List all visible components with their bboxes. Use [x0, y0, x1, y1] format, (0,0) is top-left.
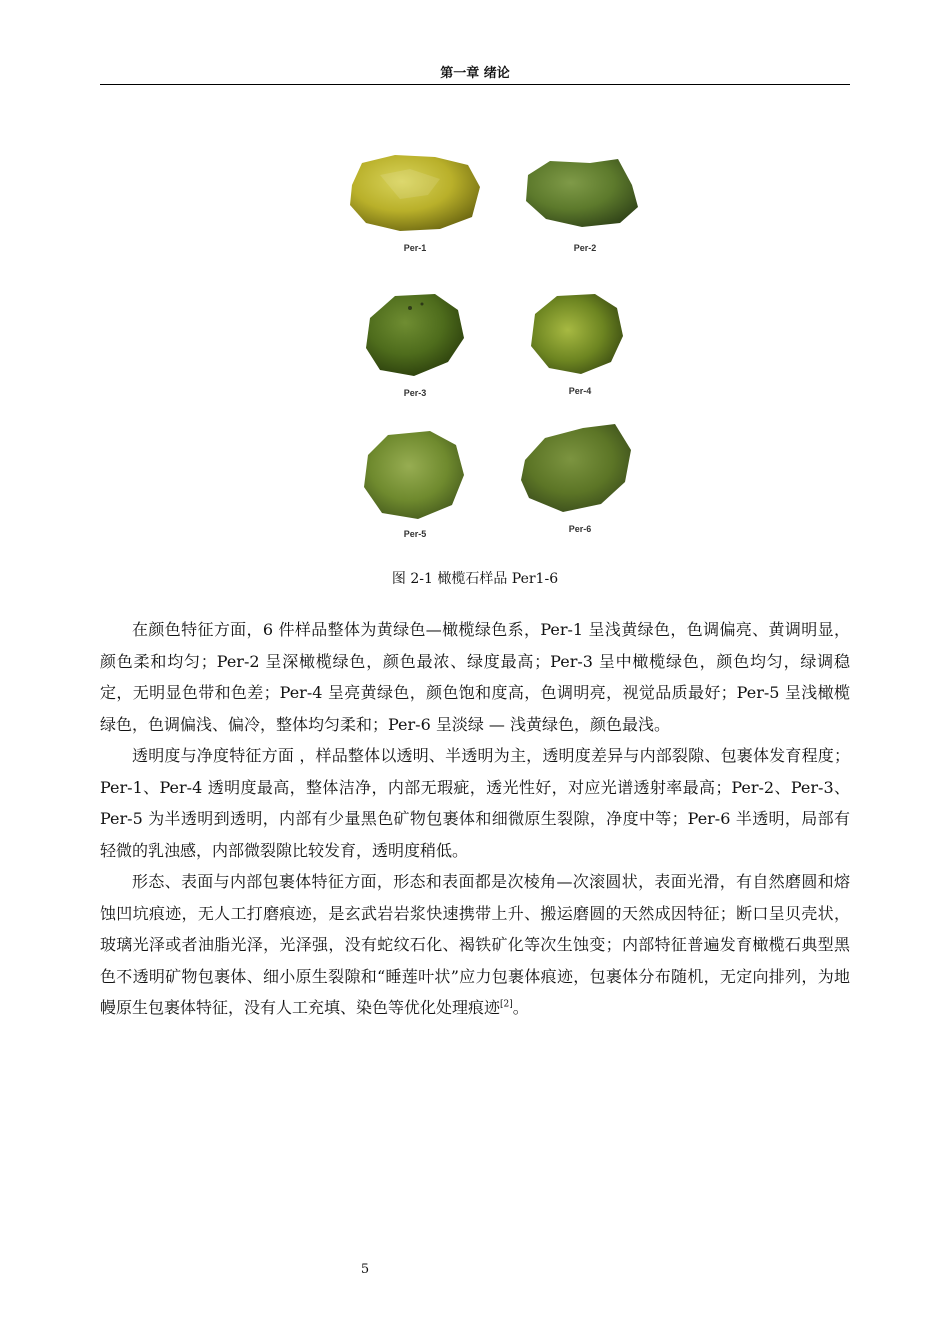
sample-label: Per-1	[403, 243, 427, 253]
gem-per-1-image	[340, 145, 490, 240]
paragraph-end-mark: 。	[512, 998, 529, 1017]
paragraph-transparency: 透明度与净度特征方面 ，样品整体以透明、半透明为主，透明度差异与内部裂隙、包裹体发育程度；Per-1、Per-4 透明度最高，整体洁净，内部无瑕疵，透光性好，对应光谱透射率最高；Per-2、Per-3、Per-5 为半透明到透明，内部有少量黑色矿物包裹体和细微原生裂隙，净度中等；Per-6 半透明，局部有轻微的乳浊感，内部微裂隙比较发育，透明度稍低。	[100, 746, 850, 860]
sample-per-4	[505, 288, 655, 408]
sample-per-2	[510, 145, 660, 265]
paragraph-morphology-text: 形态、表面与内部包裹体特征方面，形态和表面都是次棱角—次滚圆状，表面光滑，有自然磨圆和熔蚀凹坑痕迹，无人工打磨痕迹，是玄武岩岩浆快速携带上升、搬运磨圆的天然成因特征；断口呈贝壳状，玻璃光泽或者油脂光泽，光泽强，没有蛇纹石化、褐铁矿化等次生蚀变；内部特征普遍发育橄榄石典型黑色不透明矿物包裹体、细小原生裂隙和“睡莲叶状”应力包裹体痕迹，包裹体分布随机，无定向排列，为地幔原生包裹体特征，没有人工充填、染色等优化处理痕迹	[100, 872, 850, 1017]
sample-label: Per-5	[403, 529, 427, 539]
gem-per-6-image	[505, 420, 655, 520]
gem-per-2-image	[510, 145, 660, 240]
figure-olivine-samples	[330, 140, 650, 550]
gem-per-3-image	[340, 288, 490, 383]
body-text	[100, 614, 850, 1024]
sample-per-5	[340, 425, 490, 545]
gem-per-4-image	[505, 288, 655, 383]
paragraph-morphology	[100, 866, 850, 1024]
figure-caption: 图 2-1 橄榄石样品 Per1-6	[391, 571, 559, 587]
gem-per-5-image	[340, 425, 490, 525]
paragraph-color: 在颜色特征方面，6 件样品整体为黄绿色—橄榄绿色系，Per-1 呈浅黄绿色，色调偏亮、黄调明显，颜色柔和均匀；Per-2 呈深橄榄绿色，颜色最浓、绿度最高；Per-3 呈中橄榄绿色，颜色均匀，绿调稳定，无明显色带和色差；Per-4 呈亮黄绿色，颜色饱和度高，色调明亮，视觉品质最好；Per-5 呈浅橄榄绿色，色调偏浅、偏冷，整体均匀柔和；Per-6 呈淡绿 — 浅黄绿色，颜色最浅。	[100, 620, 850, 734]
chapter-title: 第一章 绪论	[440, 66, 510, 81]
sample-label: Per-4	[568, 386, 592, 396]
sample-label: Per-3	[403, 388, 427, 398]
page-number: 5	[360, 1262, 370, 1277]
sample-per-3	[340, 288, 490, 408]
page-header	[100, 64, 850, 85]
sample-label: Per-6	[568, 524, 592, 534]
citation-ref[interactable]: [2]	[500, 999, 513, 1010]
sample-label: Per-2	[573, 243, 597, 253]
sample-per-1	[340, 145, 490, 265]
sample-per-6	[505, 420, 655, 540]
